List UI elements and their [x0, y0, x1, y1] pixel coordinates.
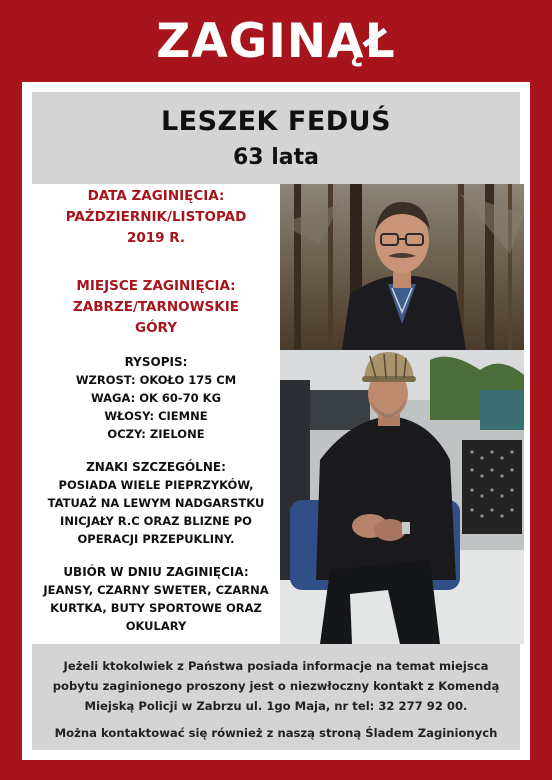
portrait-photo-outdoor [280, 184, 524, 350]
clothing-title: UBIÓR W DNIU ZAGINIĘCIA: [63, 565, 249, 579]
person-age: 63 lata [232, 145, 320, 170]
contact-line: Miejską Policji w Zabrzu ul. 1go Maja, nr tel: 32 277 92 00. [84, 699, 468, 713]
marks-title: ZNAKI SZCZEGÓLNE: [86, 460, 226, 474]
place-line: GÓRY [135, 320, 177, 336]
date-block [32, 186, 280, 249]
clothing-line: KURTKA, BUTY SPORTOWE ORAZ [50, 601, 262, 615]
date-line: PAŹDZIERNIK/LISTOPAD [65, 209, 247, 225]
missing-title: ZAGINĄŁ [156, 13, 396, 69]
contact-text [32, 656, 520, 716]
place-block [32, 276, 280, 339]
description-line: WAGA: OK 60-70 KG [90, 391, 222, 405]
info-column [32, 184, 280, 644]
marks-line: INICJAŁY R.C ORAZ BLIZNE PO [60, 514, 252, 528]
clothing-line: JEANSY, CZARNY SWETER, CZARNA [43, 583, 269, 597]
place-line: ZABRZE/TARNOWSKIE [73, 299, 239, 315]
contact-footer [32, 644, 520, 750]
person-name: LESZEK FEDUŚ [160, 106, 392, 137]
clothing-line: OKULARY [125, 619, 187, 633]
contact-line: Jeżeli ktokolwiek z Państwa posiada informacje na temat miejsca [63, 659, 489, 673]
description-line: WŁOSY: CIEMNE [104, 409, 208, 423]
marks-line: TATUAŻ NA LEWYM NADGARSTKU [47, 496, 265, 510]
place-title: MIEJSCE ZAGINIĘCIA: [76, 278, 236, 294]
description-line: WZROST: OKOŁO 175 CM [75, 373, 237, 387]
marks-block [32, 459, 280, 548]
contact-line: pobytu zaginionego proszony jest o niezwłoczny kontakt z Komendą [52, 679, 500, 693]
photos-column [280, 184, 524, 644]
header [0, 0, 552, 82]
portrait-photo-indoor [280, 350, 524, 644]
name-bar [32, 92, 520, 184]
portrait-photo-indoor-image [280, 350, 524, 644]
poster-card [22, 82, 530, 760]
description-title: RYSOPIS: [124, 355, 188, 369]
marks-line: POSIADA WIELE PIEPRZYKÓW, [58, 478, 254, 492]
description-line: OCZY: ZIELONE [107, 427, 205, 441]
date-line: 2019 R. [126, 230, 186, 246]
clothing-block [32, 564, 280, 635]
description-block [32, 354, 280, 443]
also-contact-line: Można kontaktować się również z naszą stroną Śladem Zaginionych [54, 726, 498, 740]
marks-line: OPERACJI PRZEPUKLINY. [77, 532, 235, 546]
portrait-photo-outdoor-image [280, 184, 524, 350]
date-title: DATA ZAGINIĘCIA: [87, 188, 225, 204]
